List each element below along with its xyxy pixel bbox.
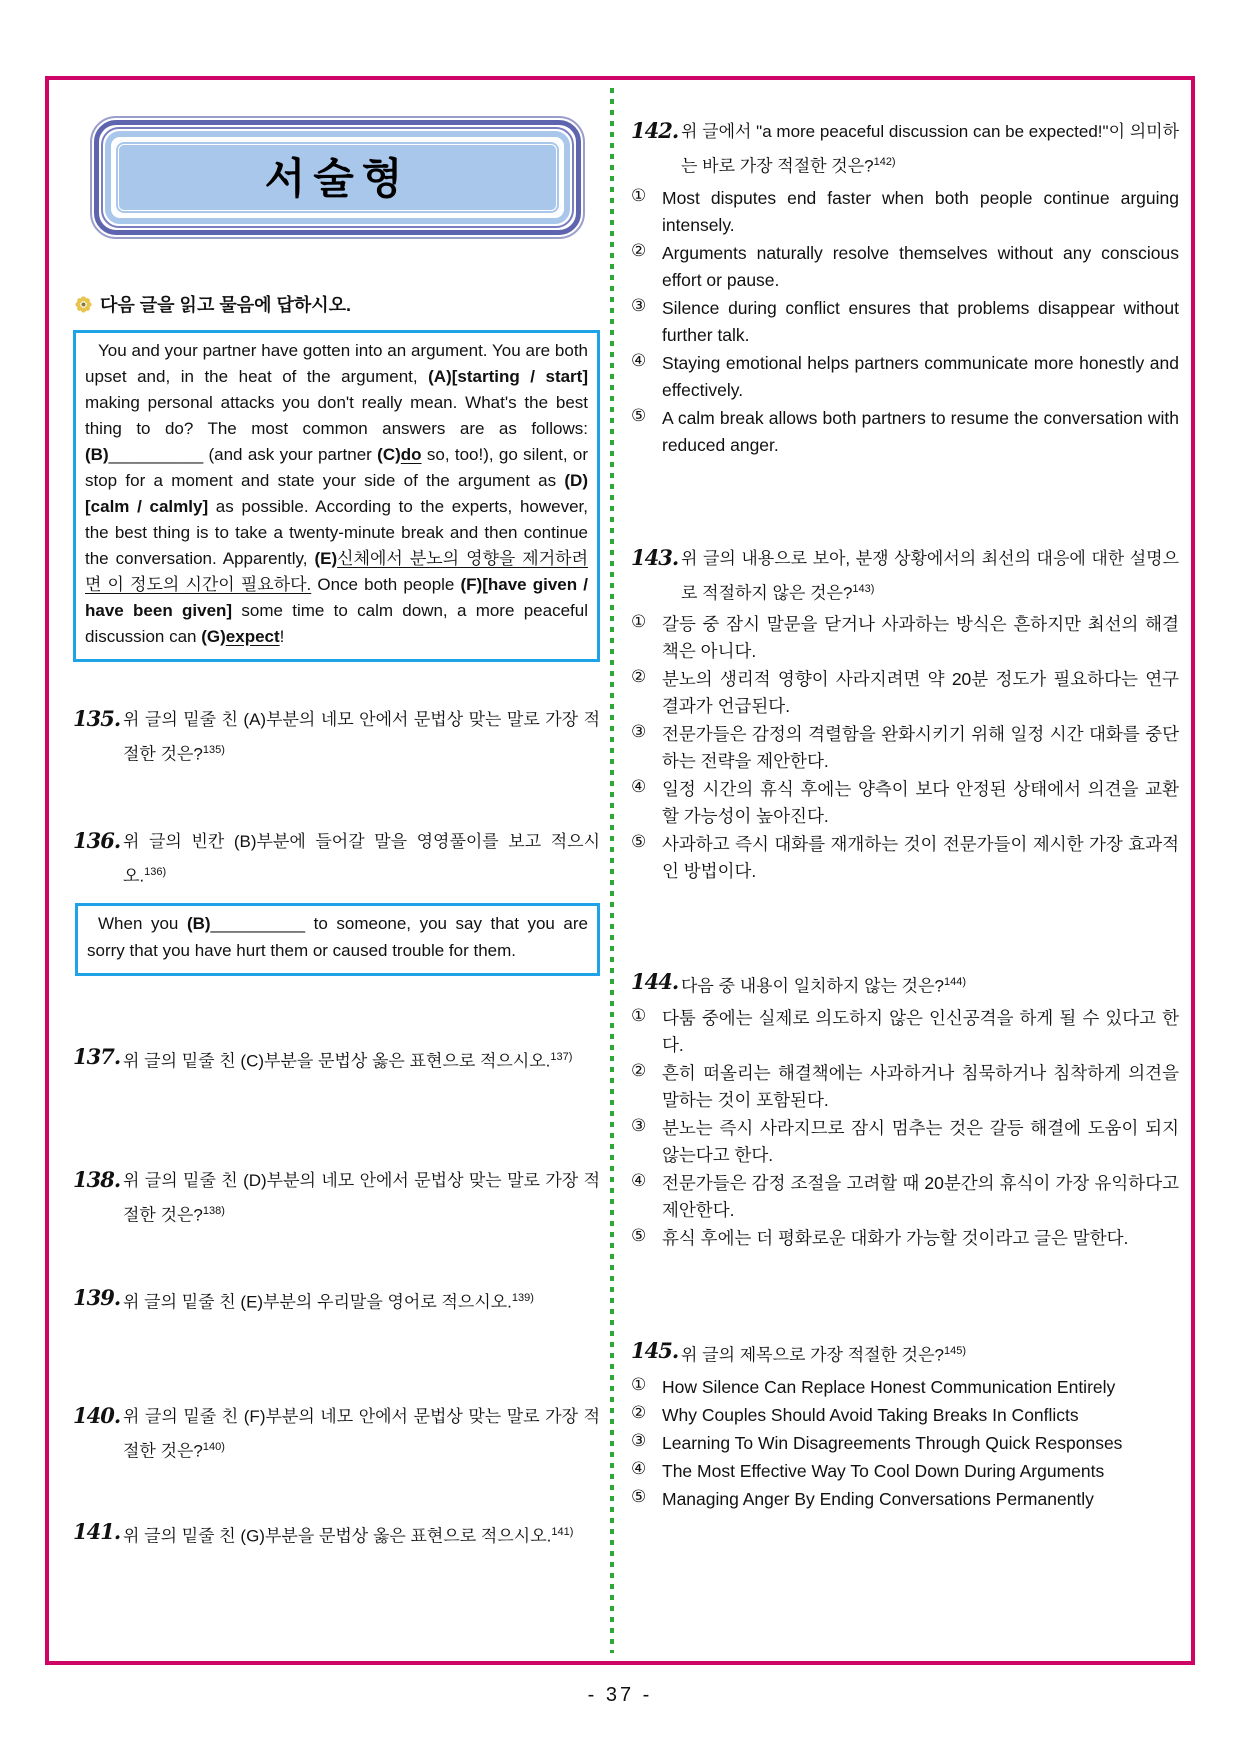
options-144: [631, 1005, 1179, 1252]
option-marker: ①: [631, 185, 647, 205]
question-text: 위 글의 빈칸 (B)부분에 들어갈 말을 영영풀이를 보고 적으시오.$^{136)}$: [123, 831, 600, 886]
footnote-ref: 139): [511, 1291, 534, 1304]
footnote-ref: 143): [852, 582, 875, 595]
option-marker: ③: [631, 295, 647, 315]
question-138: [73, 1165, 600, 1231]
option-marker: ②: [631, 1060, 647, 1080]
footnote-ref: 144): [943, 976, 967, 989]
question-text: 위 글의 밑줄 친 (D)부분의 네모 안에서 문법상 맞는 말로 가장 적절한 것은?$^{138)}$: [123, 1170, 600, 1225]
option-marker: ④: [631, 350, 647, 370]
option-5: ⑤ 휴식 후에는 더 평화로운 대화가 가능할 것이라고 글은 말한다.: [631, 1225, 1179, 1252]
option-4: ④ The Most Effective Way To Cool Down During Arguments: [631, 1458, 1179, 1485]
instruction-text: 다음 글을 읽고 물음에 답하시오.: [100, 295, 352, 315]
footnote-ref: 135): [202, 744, 225, 756]
options-143: [631, 611, 1179, 885]
option-3: ③ 전문가들은 감정의 격렬함을 완화시키기 위해 일정 시간 대화를 중단하는 전략을 제안한다.: [631, 721, 1179, 775]
option-marker: ⑤: [631, 405, 647, 425]
question-text: 위 글의 밑줄 친 (C)부분을 문법상 옳은 표현으로 적으시오.$^{137)}$: [123, 1051, 573, 1071]
question-number: 144.: [631, 969, 679, 995]
option-marker: ①: [631, 612, 647, 632]
question-text: 위 글의 밑줄 친 (E)부분의 우리말을 영어로 적으시오.$^{139)}$: [123, 1291, 534, 1312]
question-number: 137.: [73, 1044, 121, 1070]
footnote-ref: 137): [550, 1051, 573, 1064]
question-144: [631, 967, 1179, 1252]
option-4: ④ Staying emotional helps partners communicate more honestly and effectively.: [631, 350, 1179, 404]
question-text: 위 글의 제목으로 가장 적절한 것은?$^{145)}$: [681, 1344, 967, 1365]
question-number: 140.: [73, 1403, 121, 1429]
question-143: [631, 543, 1179, 886]
footnote-ref: 138): [202, 1204, 225, 1217]
passage-box: You and your partner have gotten into an argument. You are both upset and, in the heat of the argument, (A)[starting / start] making personal attacks you don't really mean. What's the best thing to do? The most common answers are as follows: (B)__________ (and ask your partner (C)do so, too!), go silent, or stop for a moment and state your side of the argument as (D)[calm / calmly] as possible. According to the experts, however, the best thing is to take a twenty-minute break and then continue the conversation. Apparently, (E)신체에서 분노의 영향을 제거하려면 이 정도의 시간이 필요하다. Once both people (F)[have given / have been given] some time to calm down, a more peaceful discussion can (G)expect!: [73, 330, 600, 662]
question-text: 위 글의 밑줄 친 (A)부분의 네모 안에서 문법상 맞는 말로 가장 적절한 것은?$^{135)}$: [123, 710, 600, 764]
definition-box: When you (B)__________ to someone, you say that you are sorry that you have hurt them or caused trouble for them.: [75, 903, 600, 976]
footnote-ref: 142): [873, 156, 896, 168]
column-divider: [610, 88, 614, 1653]
question-number: 135.: [73, 706, 121, 731]
flower-icon: [75, 296, 92, 313]
option-marker: ⑤: [631, 1486, 647, 1506]
option-4: ④ 일정 시간의 휴식 후에는 양측이 보다 안정된 상태에서 의견을 교환할 가능성이 높아진다.: [631, 776, 1179, 830]
option-1: ① 다툼 중에는 실제로 의도하지 않은 인신공격을 하게 될 수 있다고 한다.: [631, 1005, 1179, 1059]
option-marker: ②: [631, 667, 647, 687]
right-column: [631, 100, 1179, 1513]
instruction: [75, 291, 600, 317]
option-marker: ④: [631, 1458, 647, 1478]
question-number: 143.: [631, 544, 679, 570]
question-136: [73, 826, 600, 977]
option-5: ⑤ Managing Anger By Ending Conversations Permanently: [631, 1486, 1179, 1513]
option-marker: ②: [631, 240, 647, 260]
option-3: ③ Silence during conflict ensures that problems disappear without further talk.: [631, 295, 1179, 349]
option-1: ① How Silence Can Replace Honest Communication Entirely: [631, 1374, 1179, 1401]
option-2: ② 흔히 떠올리는 해결책에는 사과하거나 침묵하거나 침착하게 의견을 말하는 것이 포함된다.: [631, 1060, 1179, 1114]
section-title: 서술형: [114, 140, 561, 215]
option-marker: ①: [631, 1005, 647, 1025]
question-number: 141.: [73, 1518, 121, 1544]
question-text: 위 글의 밑줄 친 (F)부분의 네모 안에서 문법상 맞는 말로 가장 적절한 것은?$^{140)}$: [123, 1407, 600, 1461]
option-1: ① 갈등 중 잠시 말문을 닫거나 사과하는 방식은 흔하지만 최선의 해결책은 아니다.: [631, 611, 1179, 665]
option-3: ③ Learning To Win Disagreements Through Quick Responses: [631, 1430, 1179, 1457]
question-text: 위 글의 밑줄 친 (G)부분을 문법상 옳은 표현으로 적으시오.$^{141)}$: [123, 1525, 574, 1546]
question-135: [73, 704, 600, 770]
option-marker: ⑤: [631, 1225, 647, 1245]
option-5: ⑤ A calm break allows both partners to resume the conversation with reduced anger.: [631, 405, 1179, 459]
option-marker: ③: [631, 1115, 647, 1135]
question-141: [73, 1517, 600, 1552]
footnote-ref: 140): [202, 1441, 225, 1454]
footnote-ref: 145): [943, 1344, 967, 1357]
question-text: 위 글에서 "a more peaceful discussion can be expected!"이 의미하는 바로 가장 적절한 것은?$^{142)}$: [681, 122, 1179, 176]
option-1: ① Most disputes end faster when both people continue arguing intensely.: [631, 185, 1179, 239]
section-title-box: [90, 116, 585, 239]
question-number: 145.: [631, 1337, 679, 1363]
footnote-ref: 141): [551, 1525, 574, 1538]
option-marker: ①: [631, 1374, 647, 1394]
question-number: 142.: [631, 118, 679, 143]
question-text: 다음 중 내용이 일치하지 않는 것은?$^{144)}$: [681, 976, 967, 996]
options-142: [631, 185, 1179, 459]
option-marker: ③: [631, 722, 647, 742]
option-2: ② Why Couples Should Avoid Taking Breaks In Conflicts: [631, 1402, 1179, 1429]
footnote-ref: 136): [144, 865, 167, 878]
question-number: 139.: [73, 1284, 121, 1310]
question-140: [73, 1401, 600, 1467]
option-2: ② Arguments naturally resolve themselves without any conscious effort or pause.: [631, 240, 1179, 294]
option-marker: ④: [631, 1170, 647, 1190]
left-column: [73, 100, 600, 1552]
question-number: 136.: [73, 827, 121, 853]
option-marker: ④: [631, 777, 647, 797]
question-145: [631, 1336, 1179, 1513]
option-3: ③ 분노는 즉시 사라지므로 잠시 멈추는 것은 갈등 해결에 도움이 되지 않는다고 한다.: [631, 1115, 1179, 1169]
option-4: ④ 전문가들은 감정 조절을 고려할 때 20분간의 휴식이 가장 유익하다고 제안한다.: [631, 1170, 1179, 1224]
page-frame: [45, 76, 1195, 1665]
question-text: 위 글의 내용으로 보아, 분쟁 상황에서의 최선의 대응에 대한 설명으로 적절하지 않은 것은?$^{143)}$: [681, 548, 1179, 603]
option-marker: ③: [631, 1430, 647, 1450]
question-number: 138.: [73, 1166, 121, 1192]
question-139: [73, 1283, 600, 1318]
option-5: ⑤ 사과하고 즉시 대화를 재개하는 것이 전문가들이 제시한 가장 효과적인 방법이다.: [631, 831, 1179, 885]
option-2: ② 분노의 생리적 영향이 사라지려면 약 20분 정도가 필요하다는 연구 결과가 언급된다.: [631, 666, 1179, 720]
option-marker: ⑤: [631, 832, 647, 852]
option-marker: ②: [631, 1402, 647, 1422]
question-142: [631, 116, 1179, 459]
question-137: [73, 1042, 600, 1077]
page-number: - 37 -: [587, 1684, 653, 1706]
options-145: [631, 1374, 1179, 1513]
